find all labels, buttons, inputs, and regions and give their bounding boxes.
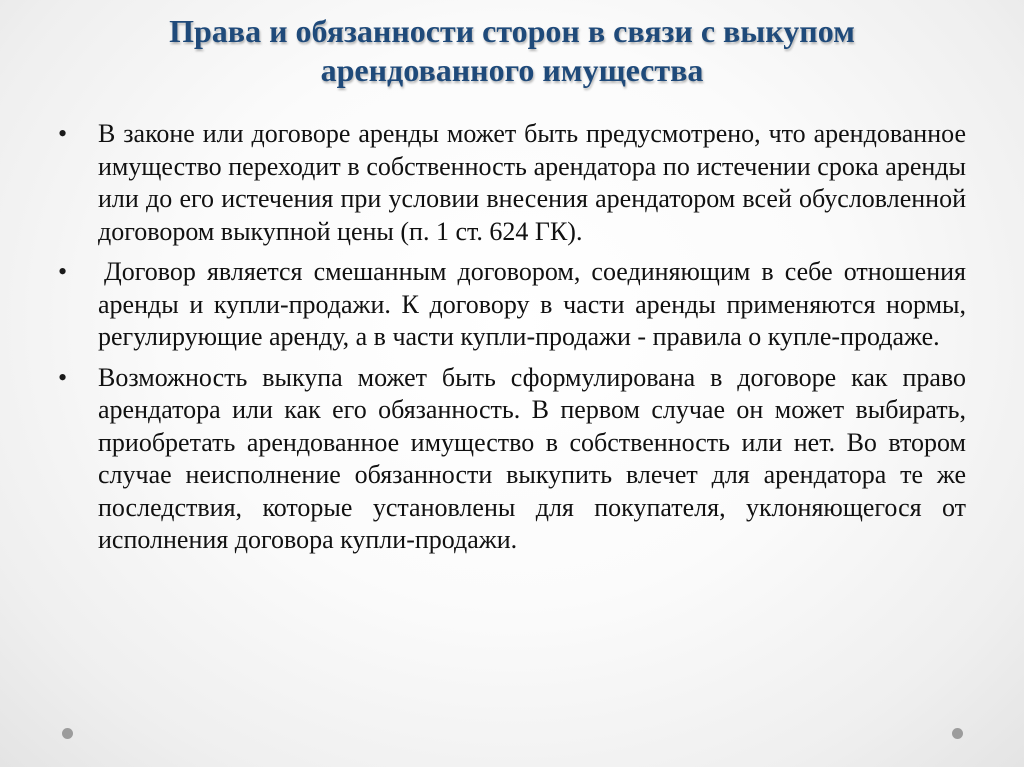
decorative-dot-icon [62,728,73,739]
bullet-list [58,118,966,565]
bullet-icon: • [58,119,68,148]
bullet-icon: • [58,362,68,392]
bullet-icon: • [58,257,68,286]
slide-title-line-2: арендованного имущества [320,52,704,88]
slide-title-line-1: Права и обязанности сторон в связи с выкупом [169,13,855,49]
slide-title [40,12,984,90]
bullet-item [58,256,966,354]
decorative-dot-icon [952,728,963,739]
bullet-text: Договор является смешанным договором, соединяющим в себе отношения аренды и купли-продажи. К договору в части аренды применяются нормы, регулирующие аренду, а в части купли-продажи - правила о купле-продаже. [98,257,966,351]
bullet-item [58,118,966,248]
bullet-text: Возможность выкупа может быть сформулирована в договоре как право арендатора или как его обязанность. В первом случае он может выбирать, приобретать арендованное имущество в собственность или нет. Во втором случае неисполнение обязанности выкупить влечет для арендатора те же последствия, которые установлены для покупателя, уклоняющегося от исполнения договора купли-продажи. [98,362,966,554]
bullet-text: В законе или договоре аренды может быть предусмотрено, что арендованное имущество переходит в собственность арендатора по истечении срока аренды или до его истечения при условии внесения арендатором всей обусловленной договором выкупной цены (п. 1 ст. 624 ГК). [98,119,966,246]
bullet-item [58,362,966,557]
